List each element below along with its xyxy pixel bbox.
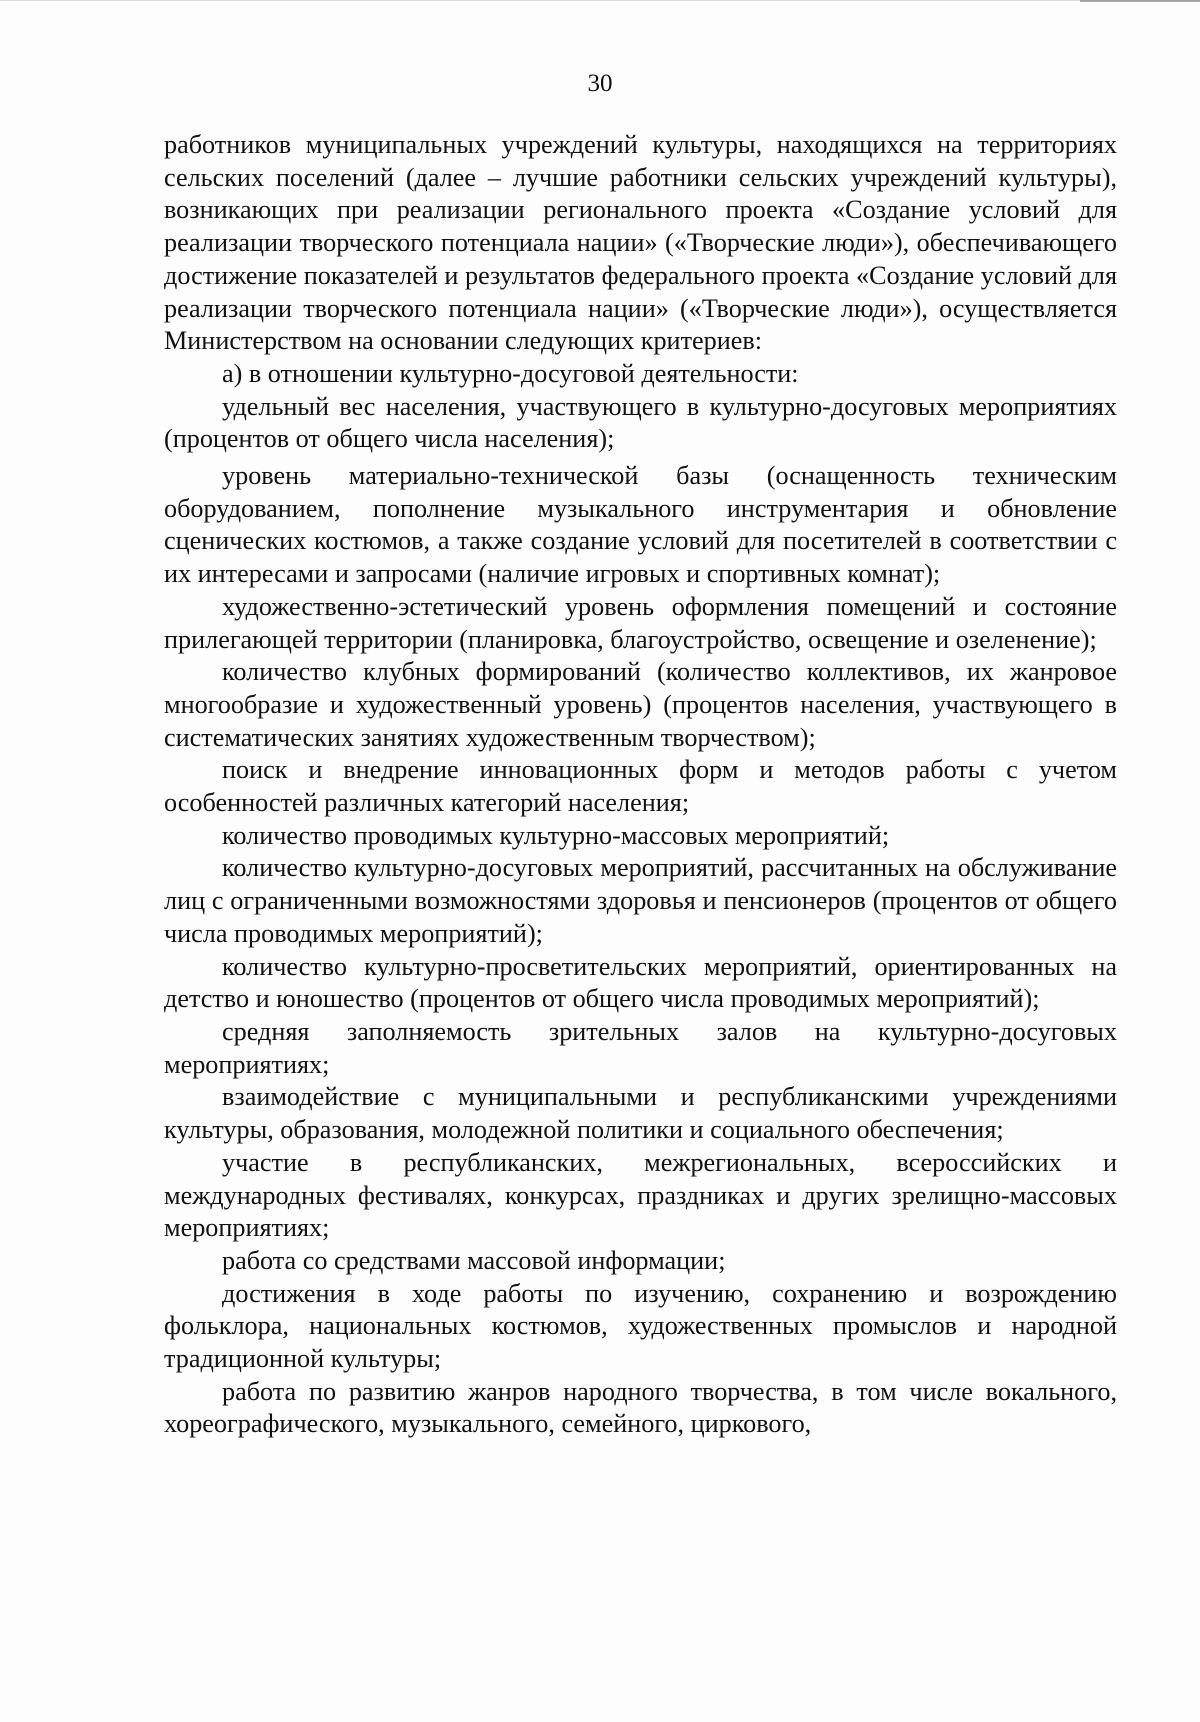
paragraph: количество проводимых культурно-массовых мероприятий; — [222, 820, 890, 850]
paragraph: работа по развитию жанров народного творчества, в том числе вокального, хореографического, музыкального, семейного, циркового, — [164, 1376, 1117, 1439]
paragraph: а) в отношении культурно-досуговой деятельности: — [222, 358, 799, 388]
page-number: 30 — [587, 70, 613, 97]
paragraph: достижения в ходе работы по изучению, сохранению и возрождению фольклора, национальных костюмов, художественных промыслов и народной традиционной культуры; — [164, 1278, 1117, 1374]
scan-edge-mark — [1080, 0, 1200, 2]
paragraph: количество культурно-досуговых мероприятий, рассчитанных на обслуживание лиц с ограниченными возможностями здоровья и пенсионеров (процентов от общего числа проводимых мероприятий); — [164, 853, 1117, 948]
paragraph: участие в республиканских, межрегиональных, всероссийских и международных фестивалях, конкурсах, праздниках и других зрелищно-массовых мероприятиях; — [164, 1147, 1117, 1243]
paragraph: работников муниципальных учреждений культуры, находящихся на территориях сельских поселений (далее – лучшие работники сельских учреждений культуры), возникающих при реализации регионального проекта «Создание условий для реализации творческого потенциала нации» («Творческие люди»), обеспечивающего достижение показателей и результатов федерального проекта «Создание условий для реализации творческого потенциала нации» («Творческие люди»), осуществляется Министерством на основании следующих критериев: — [164, 130, 1117, 356]
document-body — [164, 129, 1117, 1441]
paragraph: средняя заполняемость зрительных залов на культурно-досуговых мероприятиях; — [164, 1016, 1117, 1079]
paragraph: удельный вес населения, участвующего в культурно-досуговых мероприятиях (процентов от общего числа населения); — [164, 391, 1117, 454]
paragraph: работа со средствами массовой информации; — [222, 1245, 726, 1275]
paragraph: количество клубных формирований (количество коллективов, их жанровое многообразие и художественный уровень) (процентов населения, участвующего в систематических занятиях художественным творчеством); — [164, 657, 1117, 752]
paragraph: художественно-эстетический уровень оформления помещений и состояние прилегающей территории (планировка, благоустройство, освещение и озеленение); — [164, 591, 1117, 654]
scan-edge-mark — [0, 0, 1200, 1]
paragraph: уровень материально-технической базы (оснащенность техническим оборудованием, пополнение музыкального инструментария и обновление сценических костюмов, а также создание условий для посетителей в соответствии с их интересами и запросами (наличие игровых и спортивных комнат); — [164, 461, 1117, 589]
paragraph: количество культурно-просветительских мероприятий, ориентированных на детство и юношество (процентов от общего числа проводимых мероприятий); — [164, 951, 1117, 1014]
paragraph: поиск и внедрение инновационных форм и методов работы с учетом особенностей различных категорий населения; — [164, 755, 1117, 818]
paragraph: взаимодействие с муниципальными и республиканскими учреждениями культуры, образования, молодежной политики и социального обеспечения; — [164, 1082, 1117, 1145]
